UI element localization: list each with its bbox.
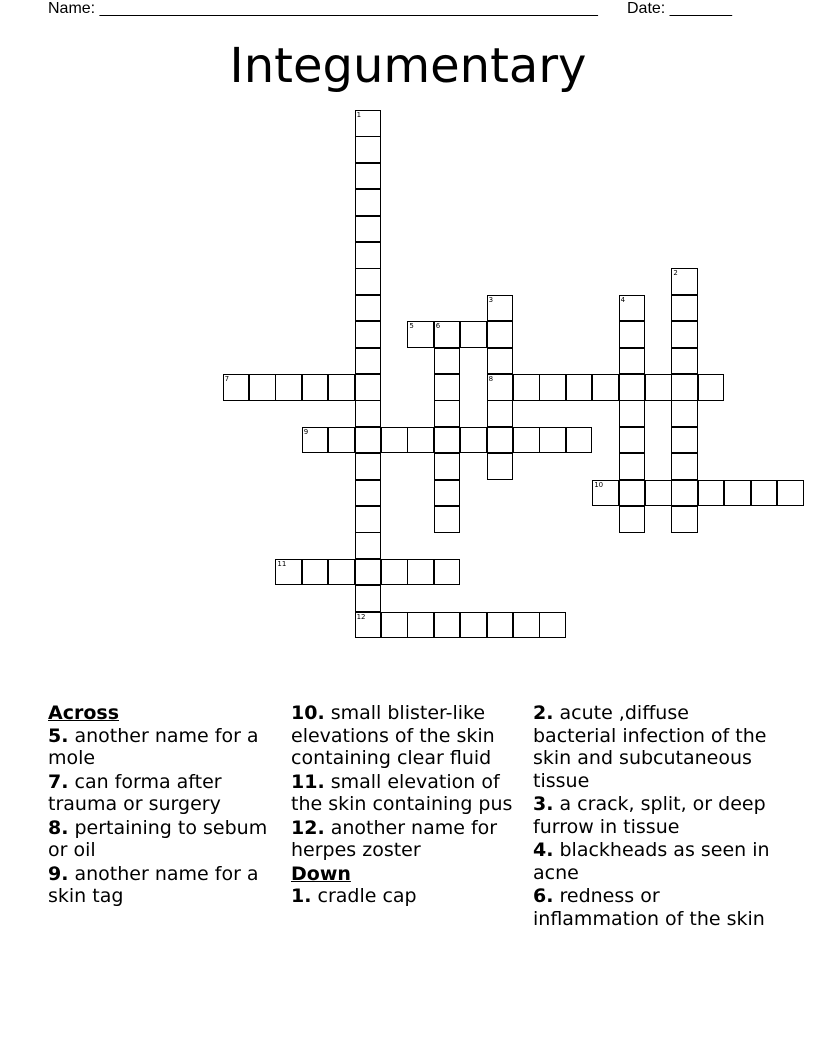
cell-number: 10 bbox=[594, 480, 604, 489]
cell-number: 11 bbox=[277, 559, 287, 568]
clue-text: another name for a skin tag bbox=[48, 862, 259, 907]
page-title: Integumentary bbox=[229, 38, 587, 94]
crossword-cell[interactable] bbox=[355, 321, 382, 348]
crossword-cell[interactable] bbox=[619, 374, 646, 401]
clue-down-3 bbox=[533, 793, 773, 838]
crossword-cell[interactable] bbox=[487, 295, 514, 322]
cell-number: 3 bbox=[488, 295, 494, 304]
cell-number: 9 bbox=[303, 427, 309, 436]
crossword-cell[interactable] bbox=[671, 321, 698, 348]
clue-number: 4. bbox=[533, 839, 554, 861]
crossword-cell[interactable] bbox=[434, 427, 461, 454]
crossword-cell[interactable] bbox=[355, 612, 382, 639]
crossword-cell[interactable] bbox=[619, 506, 646, 533]
crossword-cell[interactable] bbox=[355, 242, 382, 269]
crossword-cell[interactable] bbox=[487, 400, 514, 427]
crossword-cell[interactable] bbox=[434, 374, 461, 401]
crossword-cell[interactable] bbox=[381, 559, 408, 586]
crossword-cell[interactable] bbox=[434, 612, 461, 639]
crossword-cell[interactable] bbox=[381, 427, 408, 454]
crossword-cell[interactable] bbox=[355, 348, 382, 375]
crossword-cell[interactable] bbox=[671, 268, 698, 295]
crossword-cell[interactable] bbox=[645, 480, 672, 507]
clue-across-12 bbox=[291, 817, 527, 862]
clue-number: 2. bbox=[533, 702, 554, 724]
clue-across-7 bbox=[48, 771, 280, 816]
crossword-cell[interactable] bbox=[275, 374, 302, 401]
crossword-cell[interactable] bbox=[355, 136, 382, 163]
clue-text: redness or inflammation of the skin bbox=[533, 885, 765, 930]
crossword-cell[interactable] bbox=[328, 427, 355, 454]
crossword-cell[interactable] bbox=[355, 506, 382, 533]
crossword-cell[interactable] bbox=[671, 348, 698, 375]
crossword-cell[interactable] bbox=[751, 480, 778, 507]
crossword-cell[interactable] bbox=[434, 559, 461, 586]
crossword-cell[interactable] bbox=[513, 427, 540, 454]
crossword-cell[interactable] bbox=[566, 374, 593, 401]
cell-number: 2 bbox=[673, 269, 678, 278]
crossword-cell[interactable] bbox=[619, 480, 646, 507]
crossword-cell[interactable] bbox=[619, 321, 646, 348]
crossword-cell[interactable] bbox=[355, 559, 382, 586]
crossword-cell[interactable] bbox=[355, 427, 382, 454]
cell-number: 5 bbox=[409, 322, 414, 331]
crossword-cell[interactable] bbox=[539, 612, 566, 639]
crossword-cell[interactable] bbox=[619, 453, 646, 480]
clue-number: 9. bbox=[48, 862, 69, 885]
clue-down-1 bbox=[291, 885, 527, 908]
crossword-cell[interactable] bbox=[223, 374, 250, 401]
crossword-cell[interactable] bbox=[434, 400, 461, 427]
clue-down-4 bbox=[533, 839, 773, 884]
cell-number: 7 bbox=[224, 375, 230, 383]
cell-number: 8 bbox=[488, 375, 494, 383]
crossword-cell[interactable] bbox=[275, 559, 302, 586]
clue-number: 11. bbox=[291, 770, 325, 793]
across-heading: Across bbox=[48, 702, 120, 724]
crossword-cell[interactable] bbox=[249, 374, 276, 401]
crossword-cell[interactable] bbox=[407, 612, 434, 639]
crossword-cell[interactable] bbox=[539, 427, 566, 454]
clue-text: another name for a mole bbox=[48, 724, 259, 769]
crossword-cell[interactable] bbox=[619, 348, 646, 375]
clue-across-11 bbox=[291, 771, 527, 816]
cell-number: 4 bbox=[620, 295, 626, 304]
crossword-cell[interactable] bbox=[487, 612, 514, 639]
clue-number: 10. bbox=[291, 702, 325, 724]
crossword-cell[interactable] bbox=[328, 374, 355, 401]
crossword-cell[interactable] bbox=[355, 110, 382, 137]
clue-text: can forma after trauma or surgery bbox=[48, 770, 222, 815]
clue-down-6 bbox=[533, 885, 773, 930]
crossword-cell[interactable] bbox=[671, 506, 698, 533]
crossword-cell[interactable] bbox=[434, 480, 461, 507]
clue-number: 12. bbox=[291, 816, 325, 839]
clue-text: another name for herpes zoster bbox=[291, 816, 498, 861]
crossword-cell[interactable] bbox=[434, 348, 461, 375]
crossword-cell[interactable] bbox=[407, 427, 434, 454]
cell-number: 12 bbox=[356, 612, 366, 621]
clue-number: 1. bbox=[291, 885, 312, 907]
clue-across-8 bbox=[48, 817, 280, 862]
clue-number: 5. bbox=[48, 724, 69, 747]
crossword-cell[interactable] bbox=[671, 295, 698, 322]
crossword-cell[interactable] bbox=[698, 480, 725, 507]
crossword-cell[interactable] bbox=[460, 321, 487, 348]
crossword-cell[interactable] bbox=[434, 321, 461, 348]
crossword-cell[interactable] bbox=[619, 400, 646, 427]
crossword-cell[interactable] bbox=[355, 532, 382, 559]
crossword-cell[interactable] bbox=[434, 506, 461, 533]
clue-column-1 bbox=[48, 702, 280, 909]
crossword-cell[interactable] bbox=[671, 427, 698, 454]
crossword-cell[interactable] bbox=[355, 585, 382, 612]
crossword-cell[interactable] bbox=[671, 400, 698, 427]
clue-text: pertaining to sebum or oil bbox=[48, 816, 268, 861]
clue-column-3 bbox=[533, 702, 773, 931]
crossword-cell[interactable] bbox=[777, 480, 804, 507]
crossword-cell[interactable] bbox=[619, 295, 646, 322]
crossword-cell[interactable] bbox=[355, 216, 382, 243]
clue-across-9 bbox=[48, 863, 280, 908]
clue-text: small elevation of the skin containing pus bbox=[291, 770, 513, 815]
crossword-cell[interactable] bbox=[487, 348, 514, 375]
clue-text: blackheads as seen in acne bbox=[533, 839, 770, 884]
crossword-cell[interactable] bbox=[407, 559, 434, 586]
name-field-line: Name: ________________________________________________________ bbox=[48, 0, 598, 17]
down-heading: Down bbox=[291, 862, 351, 885]
crossword-cell[interactable] bbox=[434, 453, 461, 480]
crossword-cell[interactable] bbox=[381, 612, 408, 639]
crossword-cell[interactable] bbox=[592, 374, 619, 401]
clue-number: 3. bbox=[533, 793, 554, 815]
crossword-cell[interactable] bbox=[487, 374, 514, 401]
clue-text: acute ,diffuse bacterial infection of the skin and subcutaneous tissue bbox=[533, 702, 767, 792]
crossword-cell[interactable] bbox=[302, 427, 329, 454]
crossword-cell[interactable] bbox=[619, 427, 646, 454]
crossword-cell[interactable] bbox=[355, 295, 382, 322]
clue-down-2 bbox=[533, 702, 773, 792]
crossword-cell[interactable] bbox=[539, 374, 566, 401]
clue-number: 7. bbox=[48, 770, 69, 793]
crossword-cell[interactable] bbox=[671, 480, 698, 507]
crossword-cell[interactable] bbox=[302, 374, 329, 401]
clue-text: a crack, split, or deep furrow in tissue bbox=[533, 793, 766, 838]
crossword-cell[interactable] bbox=[355, 189, 382, 216]
date-field-line: Date: _______ bbox=[627, 0, 732, 17]
clue-text: cradle cap bbox=[317, 885, 417, 907]
crossword-cell[interactable] bbox=[460, 612, 487, 639]
crossword-cell[interactable] bbox=[355, 374, 382, 401]
crossword-cell[interactable] bbox=[592, 480, 619, 507]
crossword-cell[interactable] bbox=[355, 268, 382, 295]
cell-number: 1 bbox=[356, 111, 362, 119]
crossword-cell[interactable] bbox=[355, 400, 382, 427]
clue-across-5 bbox=[48, 725, 280, 770]
crossword-cell[interactable] bbox=[487, 427, 514, 454]
crossword-cell[interactable] bbox=[355, 163, 382, 190]
crossword-cell[interactable] bbox=[487, 321, 514, 348]
crossword-cell[interactable] bbox=[487, 453, 514, 480]
crossword-cell[interactable] bbox=[671, 374, 698, 401]
crossword-cell[interactable] bbox=[513, 612, 540, 639]
crossword-cell[interactable] bbox=[355, 480, 382, 507]
cell-number: 6 bbox=[435, 322, 441, 331]
crossword-cell[interactable] bbox=[724, 480, 751, 507]
crossword-cell[interactable] bbox=[407, 321, 434, 348]
crossword-cell[interactable] bbox=[645, 374, 672, 401]
clue-across-10 bbox=[291, 702, 527, 770]
clue-column-2 bbox=[291, 702, 527, 909]
crossword-cell[interactable] bbox=[328, 559, 355, 586]
crossword-cell[interactable] bbox=[698, 374, 725, 401]
clue-text: small blister-like elevations of the skin containing clear fluid bbox=[291, 702, 495, 769]
crossword-cell[interactable] bbox=[513, 374, 540, 401]
crossword-cell[interactable] bbox=[355, 453, 382, 480]
clue-number: 8. bbox=[48, 816, 69, 839]
crossword-cell[interactable] bbox=[566, 427, 593, 454]
crossword-cell[interactable] bbox=[302, 559, 329, 586]
crossword-cell[interactable] bbox=[460, 427, 487, 454]
crossword-cell[interactable] bbox=[671, 453, 698, 480]
clue-number: 6. bbox=[533, 885, 554, 907]
